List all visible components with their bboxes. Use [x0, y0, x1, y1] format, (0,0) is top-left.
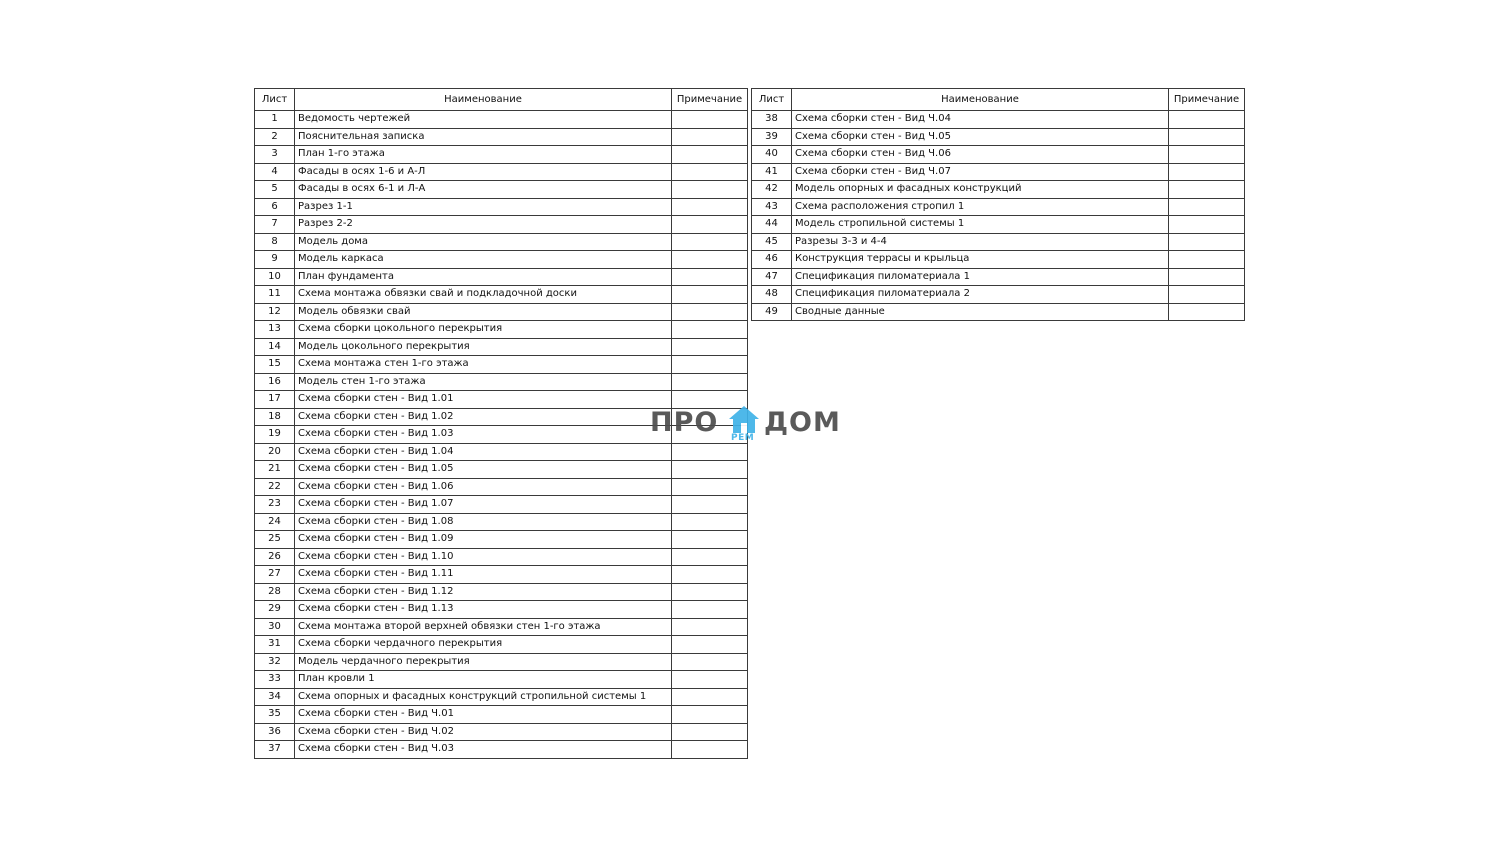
sheet-name-cell: Разрез 1-1: [295, 198, 672, 216]
sheet-note-cell: [672, 181, 748, 199]
sheet-name-cell: План кровли 1: [295, 671, 672, 689]
sheet-name-cell: Схема сборки стен - Вид Ч.02: [295, 723, 672, 741]
sheet-note-cell: [672, 338, 748, 356]
sheet-name-cell: Схема сборки стен - Вид 1.12: [295, 583, 672, 601]
sheet-name-cell: Модель цокольного перекрытия: [295, 338, 672, 356]
sheet-number-cell: 20: [255, 443, 295, 461]
sheet-name-cell: Схема сборки стен - Вид 1.10: [295, 548, 672, 566]
sheet-number-cell: 27: [255, 566, 295, 584]
sheet-name-cell: Спецификация пиломатериала 1: [792, 268, 1169, 286]
table-row: [752, 181, 1245, 199]
sheet-name-cell: Сводные данные: [792, 303, 1169, 321]
sheet-name-cell: Схема опорных и фасадных конструкций стропильной системы 1: [295, 688, 672, 706]
sheet-name-cell: Модель каркаса: [295, 251, 672, 269]
sheet-number-cell: 45: [752, 233, 792, 251]
sheet-number-cell: 32: [255, 653, 295, 671]
sheet-number-cell: 1: [255, 111, 295, 129]
sheet-name-cell: Схема сборки стен - Вид 1.13: [295, 601, 672, 619]
sheet-name-cell: Схема сборки стен - Вид Ч.05: [792, 128, 1169, 146]
sheet-name-cell: План 1-го этажа: [295, 146, 672, 164]
table-row: [255, 321, 748, 339]
sheet-number-cell: 44: [752, 216, 792, 234]
sheet-name-cell: Модель обвязки свай: [295, 303, 672, 321]
table-row: [255, 741, 748, 759]
watermark-subtext: РЕМ: [731, 433, 755, 443]
table-row: [255, 601, 748, 619]
sheet-number-cell: 6: [255, 198, 295, 216]
sheet-name-cell: Схема сборки стен - Вид 1.06: [295, 478, 672, 496]
sheet-note-cell: [1169, 216, 1245, 234]
sheet-note-cell: [1169, 303, 1245, 321]
sheet-number-cell: 33: [255, 671, 295, 689]
sheet-number-cell: 11: [255, 286, 295, 304]
table-row: [255, 338, 748, 356]
table-row: [255, 636, 748, 654]
sheet-name-cell: Схема расположения стропил 1: [792, 198, 1169, 216]
sheet-number-cell: 21: [255, 461, 295, 479]
sheet-note-cell: [672, 653, 748, 671]
sheet-number-cell: 39: [752, 128, 792, 146]
sheet-number-cell: 36: [255, 723, 295, 741]
sheet-number-cell: 49: [752, 303, 792, 321]
table-header-row: [752, 89, 1245, 111]
table-row: [752, 111, 1245, 129]
sheet-number-cell: 30: [255, 618, 295, 636]
sheet-number-cell: 5: [255, 181, 295, 199]
sheet-number-cell: 15: [255, 356, 295, 374]
table-row: [255, 461, 748, 479]
watermark-logo: [650, 404, 850, 448]
sheet-note-cell: [672, 478, 748, 496]
sheet-note-cell: [1169, 251, 1245, 269]
sheet-name-cell: Схема сборки стен - Вид Ч.04: [792, 111, 1169, 129]
table-row: [255, 478, 748, 496]
sheet-name-cell: Схема сборки стен - Вид 1.08: [295, 513, 672, 531]
sheet-name-cell: Конструкция террасы и крыльца: [792, 251, 1169, 269]
table-row: [255, 128, 748, 146]
sheet-name-cell: Схема сборки стен - Вид 1.02: [295, 408, 672, 426]
sheet-number-cell: 22: [255, 478, 295, 496]
sheet-name-cell: Схема сборки стен - Вид Ч.07: [792, 163, 1169, 181]
sheet-number-cell: 8: [255, 233, 295, 251]
sheet-number-cell: 10: [255, 268, 295, 286]
table-row: [752, 251, 1245, 269]
table-row: [255, 198, 748, 216]
house-icon: [728, 404, 760, 436]
sheet-name-cell: Разрез 2-2: [295, 216, 672, 234]
sheet-name-cell: Схема монтажа обвязки свай и подкладочной доски: [295, 286, 672, 304]
sheet-note-cell: [672, 723, 748, 741]
sheet-number-cell: 3: [255, 146, 295, 164]
sheet-note-cell: [1169, 268, 1245, 286]
sheet-number-cell: 43: [752, 198, 792, 216]
table-row: [255, 111, 748, 129]
sheet-note-cell: [672, 268, 748, 286]
sheet-number-cell: 14: [255, 338, 295, 356]
table-row: [255, 373, 748, 391]
sheet-note-cell: [1169, 111, 1245, 129]
header-note: Примечание: [672, 89, 748, 111]
sheet-name-cell: Схема сборки стен - Вид 1.09: [295, 531, 672, 549]
table-row: [255, 653, 748, 671]
header-note: Примечание: [1169, 89, 1245, 111]
sheet-note-cell: [672, 496, 748, 514]
sheet-note-cell: [672, 146, 748, 164]
table-row: [752, 216, 1245, 234]
table-row: [255, 181, 748, 199]
sheet-name-cell: Схема сборки чердачного перекрытия: [295, 636, 672, 654]
table-row: [255, 671, 748, 689]
sheet-note-cell: [672, 636, 748, 654]
sheet-number-cell: 48: [752, 286, 792, 304]
sheet-name-cell: Схема сборки стен - Вид 1.11: [295, 566, 672, 584]
sheet-number-cell: 38: [752, 111, 792, 129]
sheet-note-cell: [672, 198, 748, 216]
table-header-row: [255, 89, 748, 111]
sheet-name-cell: Модель дома: [295, 233, 672, 251]
sheet-number-cell: 19: [255, 426, 295, 444]
table-row: [255, 163, 748, 181]
sheet-number-cell: 42: [752, 181, 792, 199]
header-sheet: Лист: [752, 89, 792, 111]
sheet-number-cell: 28: [255, 583, 295, 601]
table-row: [752, 286, 1245, 304]
sheet-number-cell: 13: [255, 321, 295, 339]
sheet-number-cell: 16: [255, 373, 295, 391]
table-row: [752, 163, 1245, 181]
sheet-name-cell: Модель стен 1-го этажа: [295, 373, 672, 391]
sheet-name-cell: Пояснительная записка: [295, 128, 672, 146]
sheet-number-cell: 23: [255, 496, 295, 514]
table-row: [255, 233, 748, 251]
sheet-note-cell: [672, 531, 748, 549]
sheet-name-cell: Схема сборки стен - Вид 1.07: [295, 496, 672, 514]
sheet-number-cell: 9: [255, 251, 295, 269]
sheet-note-cell: [1169, 286, 1245, 304]
table-row: [255, 251, 748, 269]
sheet-name-cell: Спецификация пиломатериала 2: [792, 286, 1169, 304]
sheet-note-cell: [672, 566, 748, 584]
watermark-text-left: ПРО: [650, 407, 719, 438]
table-row: [255, 216, 748, 234]
table-row: [752, 128, 1245, 146]
table-row: [255, 583, 748, 601]
table-row: [255, 548, 748, 566]
header-sheet: Лист: [255, 89, 295, 111]
table-row: [255, 513, 748, 531]
sheet-name-cell: Схема сборки цокольного перекрытия: [295, 321, 672, 339]
sheet-number-cell: 46: [752, 251, 792, 269]
sheet-name-cell: Ведомость чертежей: [295, 111, 672, 129]
sheet-number-cell: 18: [255, 408, 295, 426]
sheet-note-cell: [672, 513, 748, 531]
sheet-note-cell: [672, 303, 748, 321]
sheet-name-cell: Модель чердачного перекрытия: [295, 653, 672, 671]
sheet-name-cell: Фасады в осях 1-6 и А-Л: [295, 163, 672, 181]
sheet-name-cell: План фундамента: [295, 268, 672, 286]
sheet-note-cell: [672, 356, 748, 374]
sheet-number-cell: 4: [255, 163, 295, 181]
sheet-number-cell: 7: [255, 216, 295, 234]
sheet-note-cell: [672, 741, 748, 759]
sheet-note-cell: [672, 128, 748, 146]
sheet-name-cell: Схема сборки стен - Вид 1.05: [295, 461, 672, 479]
table-row: [255, 531, 748, 549]
sheet-note-cell: [672, 706, 748, 724]
sheet-number-cell: 17: [255, 391, 295, 409]
table-row: [752, 303, 1245, 321]
sheet-number-cell: 37: [255, 741, 295, 759]
sheet-note-cell: [1169, 128, 1245, 146]
sheet-name-cell: Модель опорных и фасадных конструкций: [792, 181, 1169, 199]
sheet-name-cell: Схема сборки стен - Вид 1.03: [295, 426, 672, 444]
sheet-note-cell: [672, 286, 748, 304]
sheet-note-cell: [672, 583, 748, 601]
sheet-name-cell: Фасады в осях 6-1 и Л-А: [295, 181, 672, 199]
sheet-note-cell: [672, 163, 748, 181]
table-row: [255, 268, 748, 286]
sheet-name-cell: Схема сборки стен - Вид 1.01: [295, 391, 672, 409]
sheet-note-cell: [672, 216, 748, 234]
table-row: [255, 706, 748, 724]
table-row: [752, 268, 1245, 286]
sheet-note-cell: [1169, 146, 1245, 164]
table-row: [752, 146, 1245, 164]
sheet-note-cell: [672, 671, 748, 689]
sheet-note-cell: [672, 111, 748, 129]
watermark-text-right: ДОМ: [764, 407, 841, 438]
sheet-name-cell: Модель стропильной системы 1: [792, 216, 1169, 234]
table-row: [255, 286, 748, 304]
sheet-note-cell: [672, 601, 748, 619]
table-row: [255, 146, 748, 164]
table-row: [255, 356, 748, 374]
sheet-note-cell: [672, 233, 748, 251]
sheet-number-cell: 2: [255, 128, 295, 146]
sheet-name-cell: Схема сборки стен - Вид Ч.01: [295, 706, 672, 724]
sheet-note-cell: [1169, 198, 1245, 216]
sheet-name-cell: Схема сборки стен - Вид Ч.03: [295, 741, 672, 759]
sheet-note-cell: [672, 251, 748, 269]
sheet-note-cell: [672, 321, 748, 339]
sheet-number-cell: 40: [752, 146, 792, 164]
sheet-note-cell: [1169, 181, 1245, 199]
sheet-note-cell: [1169, 163, 1245, 181]
sheet-number-cell: 34: [255, 688, 295, 706]
table-row: [752, 198, 1245, 216]
sheet-name-cell: Схема сборки стен - Вид 1.04: [295, 443, 672, 461]
sheet-note-cell: [672, 461, 748, 479]
sheet-name-cell: Разрезы 3-3 и 4-4: [792, 233, 1169, 251]
sheet-name-cell: Схема монтажа стен 1-го этажа: [295, 356, 672, 374]
table-row: [255, 566, 748, 584]
table-row: [255, 688, 748, 706]
sheet-number-cell: 47: [752, 268, 792, 286]
sheet-number-cell: 25: [255, 531, 295, 549]
sheet-note-cell: [672, 548, 748, 566]
table-row: [752, 233, 1245, 251]
sheet-number-cell: 31: [255, 636, 295, 654]
table-row: [255, 496, 748, 514]
sheet-name-cell: Схема монтажа второй верхней обвязки стен 1-го этажа: [295, 618, 672, 636]
header-name: Наименование: [295, 89, 672, 111]
sheet-number-cell: 35: [255, 706, 295, 724]
sheet-note-cell: [1169, 233, 1245, 251]
sheet-note-cell: [672, 688, 748, 706]
header-name: Наименование: [792, 89, 1169, 111]
sheet-note-cell: [672, 618, 748, 636]
sheet-number-cell: 24: [255, 513, 295, 531]
sheet-name-cell: Схема сборки стен - Вид Ч.06: [792, 146, 1169, 164]
sheet-number-cell: 26: [255, 548, 295, 566]
sheet-number-cell: 12: [255, 303, 295, 321]
table-row: [255, 723, 748, 741]
sheet-number-cell: 29: [255, 601, 295, 619]
drawings-table-right: [751, 88, 1245, 321]
sheet-note-cell: [672, 373, 748, 391]
table-row: [255, 618, 748, 636]
table-row: [255, 303, 748, 321]
sheet-number-cell: 41: [752, 163, 792, 181]
